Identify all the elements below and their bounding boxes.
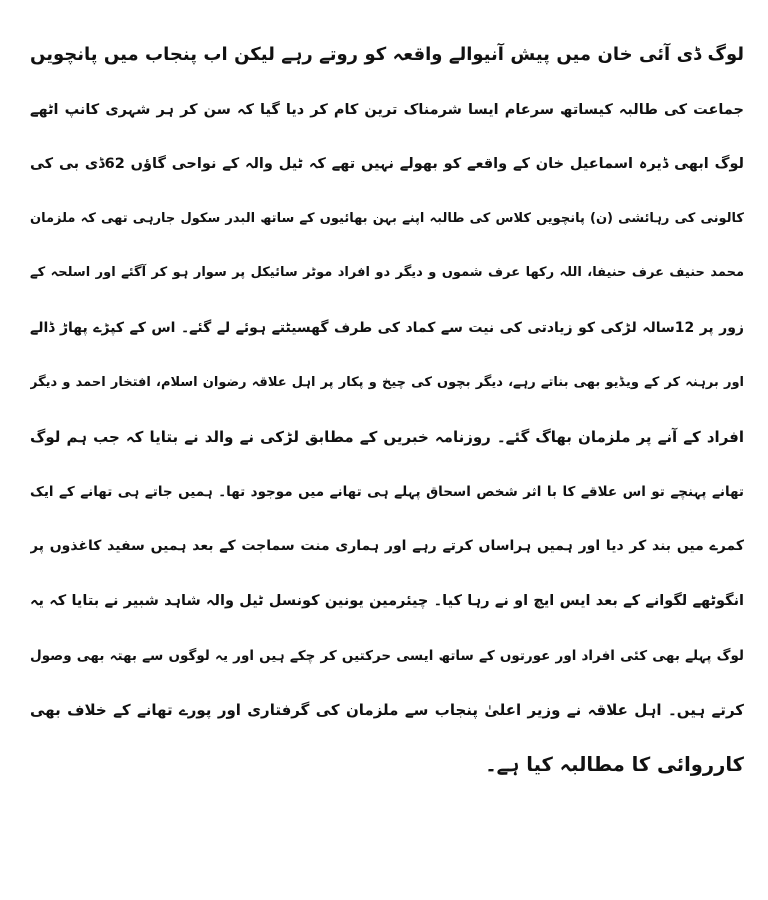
article-line-10: کمرے میں بند کر دیا اور ہمیں ہراساں کرتے رہے اور ہماری منت سماجت کے بعد ہمیں سفید کاغذوں پر	[30, 538, 744, 555]
article-line-13: کرتے ہیں۔ اہل علاقہ نے وزیر اعلیٰ پنجاب سے ملزمان کی گرفتاری اور پورے تھانے کے خلاف بھی	[30, 701, 744, 720]
article-line-11: انگوٹھے لگوانے کے بعد ایس ایچ او نے رہا کیا۔ چیئرمین یونین کونسل ٹیل والہ شاہد شبیر نے بتایا کہ یہ	[30, 592, 744, 609]
article-line-2: جماعت کی طالبہ کیساتھ سرعام ایسا شرمناک ترین کام کر دیا گیا کہ سن کر ہر شہری کانپ اٹھے	[30, 101, 744, 118]
article-line-9: تھانے پہنچے تو اس علاقے کا با اثر شخص اسحاق پہلے ہی تھانے میں موجود تھا۔ ہمیں جاتے ہی تھانے کے ایک	[30, 483, 744, 500]
article-line-4: کالونی کی رہائشی (ن) پانچویں کلاس کی طالبہ اپنے بہن بھائیوں کے ساتھ البدر سکول جارہی تھی کہ ملزمان	[30, 210, 744, 226]
article-line-6: زور پر 12سالہ لڑکی کو زیادتی کی نیت سے کماد کی طرف گھسیٹتے ہوئے لے گئے۔ اس کے کپڑے پھاڑ ڈالے	[30, 319, 744, 336]
article-line-5: محمد حنیف عرف حنیفا، اللہ رکھا عرف شموں و دیگر دو افراد موٹر سائیکل پر سوار ہو کر آگئے اور اسلحہ کے	[30, 265, 744, 281]
article-line-3: لوگ ابھی ڈیرہ اسماعیل خان کے واقعے کو بھولے نہیں تھے کہ ٹیل والہ کے نواحی گاؤں 62ڈی بی کی	[30, 156, 744, 173]
article-line-8: افراد کے آنے پر ملزمان بھاگ گئے۔ روزنامہ خبریں کے مطابق لڑکی نے والد نے بتایا کہ جب ہم لوگ	[30, 428, 744, 447]
urdu-news-article	[30, 28, 744, 792]
article-line-7: اور برہنہ کر کے ویڈیو بھی بناتے رہے، دیگر بچوں کی چیخ و پکار پر اہل علاقہ رضوان اسلام، افتخار احمد و دیگر	[30, 374, 744, 390]
article-line-12: لوگ پہلے بھی کئی افراد اور عورتوں کے ساتھ ایسی حرکتیں کر چکے ہیں اور یہ لوگوں سے بھتہ بھی وصول	[30, 647, 744, 664]
article-line-14: کارروائی کا مطالبہ کیا ہے۔	[485, 752, 744, 776]
article-line-1: لوگ ڈی آئی خان میں پیش آنیوالے واقعہ کو روتے رہے لیکن اب پنجاب میں پانچویں	[30, 44, 744, 65]
